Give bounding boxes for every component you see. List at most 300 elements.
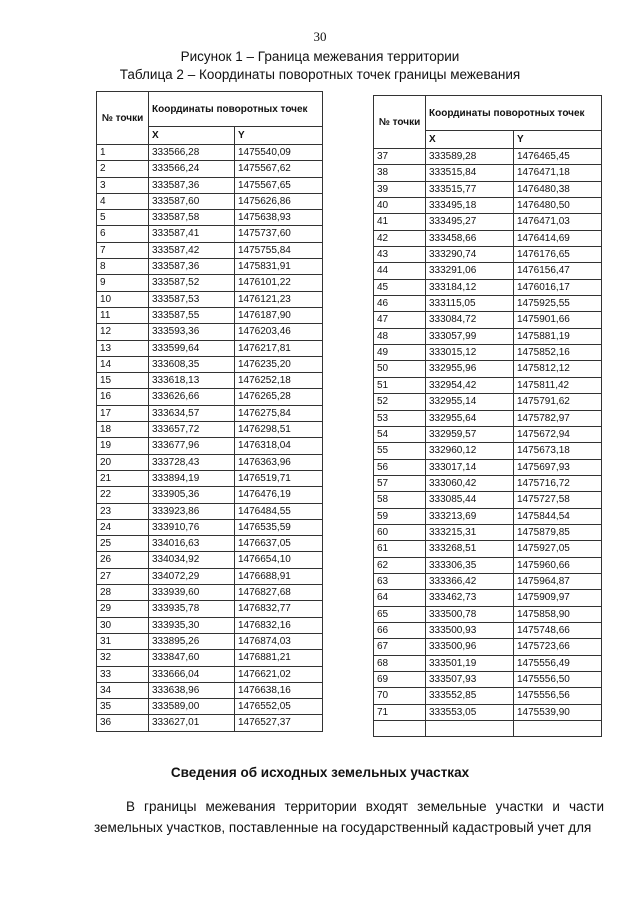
point-number-cell: 41 — [374, 214, 426, 230]
table-row — [97, 715, 323, 731]
y-coordinate-cell: 1475909,97 — [514, 590, 602, 606]
table-row — [97, 470, 323, 486]
table-row — [97, 145, 323, 161]
x-coordinate-cell: 334034,92 — [149, 552, 235, 568]
point-number-cell: 37 — [374, 149, 426, 165]
point-number-cell — [374, 721, 426, 737]
table-row — [97, 356, 323, 372]
point-number-cell: 17 — [97, 405, 149, 421]
point-number-cell: 55 — [374, 443, 426, 459]
x-coordinate-cell: 333566,24 — [149, 161, 235, 177]
table-row — [97, 650, 323, 666]
y-coordinate-cell: 1476414,69 — [514, 230, 602, 246]
y-coordinate-cell: 1475831,91 — [235, 259, 323, 275]
point-number-cell: 38 — [374, 165, 426, 181]
table-row — [374, 492, 602, 508]
y-coordinate-cell: 1475964,87 — [514, 573, 602, 589]
table-row — [97, 226, 323, 242]
table-row — [97, 568, 323, 584]
x-coordinate-cell: 333515,84 — [426, 165, 514, 181]
table-row — [97, 487, 323, 503]
point-number-cell: 61 — [374, 541, 426, 557]
y-coordinate-cell: 1475716,72 — [514, 475, 602, 491]
table-row — [374, 312, 602, 328]
x-coordinate-cell: 333599,64 — [149, 340, 235, 356]
table-row — [97, 210, 323, 226]
table-row — [97, 438, 323, 454]
point-number-cell: 59 — [374, 508, 426, 524]
table-row — [374, 165, 602, 181]
y-coordinate-cell: 1475858,90 — [514, 606, 602, 622]
table-row — [374, 557, 602, 573]
point-number-cell: 15 — [97, 373, 149, 389]
coordinates-table-right — [373, 95, 602, 737]
point-number-cell: 66 — [374, 622, 426, 638]
y-coordinate-cell: 1476471,18 — [514, 165, 602, 181]
y-coordinate-cell: 1475737,60 — [235, 226, 323, 242]
point-number-cell: 57 — [374, 475, 426, 491]
point-number-cell: 29 — [97, 601, 149, 617]
table-row — [97, 161, 323, 177]
point-number-cell: 22 — [97, 487, 149, 503]
x-coordinate-cell: 333589,28 — [426, 149, 514, 165]
table-row — [374, 296, 602, 312]
point-number-cell: 53 — [374, 410, 426, 426]
point-number-cell: 35 — [97, 699, 149, 715]
x-coordinate-cell: 333566,28 — [149, 145, 235, 161]
y-coordinate-cell: 1476465,45 — [514, 149, 602, 165]
table-row — [374, 704, 602, 720]
y-coordinate-cell: 1476016,17 — [514, 279, 602, 295]
x-coordinate-cell: 333085,44 — [426, 492, 514, 508]
table-row — [374, 361, 602, 377]
x-coordinate-cell: 333458,66 — [426, 230, 514, 246]
table-row — [97, 177, 323, 193]
x-coordinate-cell: 334072,29 — [149, 568, 235, 584]
table-row — [374, 394, 602, 410]
x-coordinate-cell: 333627,01 — [149, 715, 235, 731]
table-row — [97, 291, 323, 307]
point-number-cell: 42 — [374, 230, 426, 246]
table-row — [374, 426, 602, 442]
table-row — [374, 688, 602, 704]
x-coordinate-cell: 333939,60 — [149, 585, 235, 601]
table-row — [374, 149, 602, 165]
table-row — [374, 639, 602, 655]
x-coordinate-cell: 333626,66 — [149, 389, 235, 405]
point-number-cell: 71 — [374, 704, 426, 720]
y-coordinate-cell: 1475844,54 — [514, 508, 602, 524]
table-row — [97, 585, 323, 601]
x-coordinate-cell: 333587,58 — [149, 210, 235, 226]
table-row — [374, 263, 602, 279]
x-coordinate-cell: 333894,19 — [149, 470, 235, 486]
x-coordinate-cell: 333587,60 — [149, 193, 235, 209]
point-number-cell: 39 — [374, 181, 426, 197]
y-coordinate-cell: 1475673,18 — [514, 443, 602, 459]
point-number-cell: 64 — [374, 590, 426, 606]
y-coordinate-cell: 1475925,55 — [514, 296, 602, 312]
y-coordinate-cell: 1476637,05 — [235, 536, 323, 552]
y-coordinate-cell: 1476688,91 — [235, 568, 323, 584]
y-coordinate-cell: 1475556,49 — [514, 655, 602, 671]
point-number-cell: 51 — [374, 377, 426, 393]
x-coordinate-cell: 333115,05 — [426, 296, 514, 312]
x-coordinate-cell: 333923,86 — [149, 503, 235, 519]
y-coordinate-cell: 1476881,21 — [235, 650, 323, 666]
y-coordinate-cell: 1475927,05 — [514, 541, 602, 557]
table-row — [97, 552, 323, 568]
y-coordinate-cell: 1476832,16 — [235, 617, 323, 633]
point-number-cell: 27 — [97, 568, 149, 584]
figure-title: Рисунок 1 – Граница межевания территории — [180, 49, 460, 64]
point-number-cell: 24 — [97, 519, 149, 535]
y-coordinate-cell: 1475567,62 — [235, 161, 323, 177]
table-row — [97, 601, 323, 617]
x-coordinate-cell: 333587,42 — [149, 242, 235, 258]
x-coordinate-cell: 332959,57 — [426, 426, 514, 442]
y-coordinate-cell: 1476252,18 — [235, 373, 323, 389]
point-number-cell: 30 — [97, 617, 149, 633]
x-coordinate-cell: 333495,27 — [426, 214, 514, 230]
x-coordinate-cell: 334016,63 — [149, 536, 235, 552]
point-number-cell: 8 — [97, 259, 149, 275]
y-coordinate-cell: 1476552,05 — [235, 699, 323, 715]
point-number-cell: 5 — [97, 210, 149, 226]
x-coordinate-cell: 333552,85 — [426, 688, 514, 704]
y-coordinate-cell: 1475556,50 — [514, 672, 602, 688]
x-coordinate-cell: 333587,55 — [149, 307, 235, 323]
y-coordinate-cell: 1475748,66 — [514, 622, 602, 638]
y-coordinate-cell: 1475727,58 — [514, 492, 602, 508]
table-row — [374, 198, 602, 214]
x-coordinate-cell: 333366,42 — [426, 573, 514, 589]
x-coordinate-cell: 333515,77 — [426, 181, 514, 197]
table-row — [374, 328, 602, 344]
point-number-cell: 26 — [97, 552, 149, 568]
table-row — [374, 459, 602, 475]
point-number-cell: 70 — [374, 688, 426, 704]
point-number-cell: 43 — [374, 247, 426, 263]
x-coordinate-cell: 333500,93 — [426, 622, 514, 638]
table-row — [374, 181, 602, 197]
y-coordinate-cell — [514, 721, 602, 737]
table-row — [374, 508, 602, 524]
y-coordinate-cell: 1476480,38 — [514, 181, 602, 197]
table-row — [97, 454, 323, 470]
y-coordinate-cell: 1475811,42 — [514, 377, 602, 393]
table-title: Таблица 2 – Координаты поворотных точек границы межевания — [119, 67, 521, 82]
table-row — [374, 721, 602, 737]
table-row — [374, 655, 602, 671]
y-coordinate-cell: 1475626,86 — [235, 193, 323, 209]
y-coordinate-cell: 1476827,68 — [235, 585, 323, 601]
x-coordinate-cell: 332954,42 — [426, 377, 514, 393]
point-number-cell: 13 — [97, 340, 149, 356]
table-row — [97, 536, 323, 552]
x-coordinate-cell: 333935,78 — [149, 601, 235, 617]
table-row — [374, 377, 602, 393]
y-coordinate-cell: 1476265,28 — [235, 389, 323, 405]
point-number-cell: 9 — [97, 275, 149, 291]
y-coordinate-cell: 1475782,97 — [514, 410, 602, 426]
table-row — [97, 519, 323, 535]
table-row — [97, 503, 323, 519]
table-row — [374, 410, 602, 426]
y-coordinate-cell: 1476101,22 — [235, 275, 323, 291]
y-coordinate-cell: 1476217,81 — [235, 340, 323, 356]
table-row — [374, 345, 602, 361]
x-coordinate-cell: 333553,05 — [426, 704, 514, 720]
table-row — [97, 275, 323, 291]
table-row — [97, 373, 323, 389]
table-row — [97, 666, 323, 682]
point-number-cell: 54 — [374, 426, 426, 442]
point-number-cell: 21 — [97, 470, 149, 486]
table-row — [374, 475, 602, 491]
y-coordinate-cell: 1476527,37 — [235, 715, 323, 731]
x-coordinate-cell: 333291,06 — [426, 263, 514, 279]
section-heading: Сведения об исходных земельных участках — [170, 765, 470, 780]
x-coordinate-cell: 333500,96 — [426, 639, 514, 655]
point-number-cell: 36 — [97, 715, 149, 731]
x-coordinate-cell: 333084,72 — [426, 312, 514, 328]
table-row — [97, 324, 323, 340]
table-row — [97, 617, 323, 633]
table-row — [97, 422, 323, 438]
point-number-cell: 19 — [97, 438, 149, 454]
x-coordinate-cell: 333268,51 — [426, 541, 514, 557]
y-coordinate-cell: 1475723,66 — [514, 639, 602, 655]
x-coordinate-cell: 333587,41 — [149, 226, 235, 242]
y-coordinate-cell: 1476235,20 — [235, 356, 323, 372]
body-paragraph: В границы межевания территории входят земельные участки и части земельных участков, поставленные на государственный кадастровый учет для — [94, 799, 604, 835]
table-body-right — [374, 149, 602, 737]
point-number-cell: 14 — [97, 356, 149, 372]
point-number-cell: 34 — [97, 682, 149, 698]
x-coordinate-cell: 333728,43 — [149, 454, 235, 470]
x-coordinate-cell: 333184,12 — [426, 279, 514, 295]
point-number-cell: 69 — [374, 672, 426, 688]
point-number-cell: 56 — [374, 459, 426, 475]
coordinates-table-left — [96, 91, 323, 732]
point-number-cell: 45 — [374, 279, 426, 295]
y-coordinate-cell: 1476471,03 — [514, 214, 602, 230]
x-coordinate-cell: 333895,26 — [149, 633, 235, 649]
x-coordinate-cell: 333666,04 — [149, 666, 235, 682]
point-number-cell: 25 — [97, 536, 149, 552]
x-coordinate-cell: 332955,14 — [426, 394, 514, 410]
table-body-left — [97, 145, 323, 732]
x-coordinate-cell: 333587,52 — [149, 275, 235, 291]
y-coordinate-cell: 1476363,96 — [235, 454, 323, 470]
table-row — [374, 214, 602, 230]
point-number-cell: 28 — [97, 585, 149, 601]
y-coordinate-cell: 1476519,71 — [235, 470, 323, 486]
x-coordinate-cell: 333017,14 — [426, 459, 514, 475]
x-coordinate-cell: 333910,76 — [149, 519, 235, 535]
x-coordinate-cell: 333501,19 — [426, 655, 514, 671]
table-row — [97, 682, 323, 698]
y-coordinate-cell: 1476874,03 — [235, 633, 323, 649]
y-coordinate-cell: 1476176,65 — [514, 247, 602, 263]
y-coordinate-cell: 1475881,19 — [514, 328, 602, 344]
table-row — [97, 389, 323, 405]
y-coordinate-cell: 1476621,02 — [235, 666, 323, 682]
header-y: Y — [235, 127, 323, 145]
table-row — [97, 340, 323, 356]
x-coordinate-cell: 333634,57 — [149, 405, 235, 421]
y-coordinate-cell: 1476484,55 — [235, 503, 323, 519]
x-coordinate-cell: 333213,69 — [426, 508, 514, 524]
table-row — [374, 672, 602, 688]
y-coordinate-cell: 1476832,77 — [235, 601, 323, 617]
y-coordinate-cell: 1476318,04 — [235, 438, 323, 454]
x-coordinate-cell: 333589,00 — [149, 699, 235, 715]
x-coordinate-cell: 333495,18 — [426, 198, 514, 214]
page-number: 30 — [313, 29, 327, 44]
y-coordinate-cell: 1475791,62 — [514, 394, 602, 410]
point-number-cell: 33 — [97, 666, 149, 682]
table-row — [97, 193, 323, 209]
y-coordinate-cell: 1475567,65 — [235, 177, 323, 193]
x-coordinate-cell: 333657,72 — [149, 422, 235, 438]
x-coordinate-cell: 333060,42 — [426, 475, 514, 491]
x-coordinate-cell: 332960,12 — [426, 443, 514, 459]
x-coordinate-cell: 333057,99 — [426, 328, 514, 344]
y-coordinate-cell: 1476275,84 — [235, 405, 323, 421]
y-coordinate-cell: 1476203,46 — [235, 324, 323, 340]
y-coordinate-cell: 1476480,50 — [514, 198, 602, 214]
x-coordinate-cell: 332955,64 — [426, 410, 514, 426]
y-coordinate-cell: 1475540,09 — [235, 145, 323, 161]
point-number-cell: 2 — [97, 161, 149, 177]
header-x: X — [149, 127, 235, 145]
table-row — [374, 247, 602, 263]
y-coordinate-cell: 1476156,47 — [514, 263, 602, 279]
y-coordinate-cell: 1476187,90 — [235, 307, 323, 323]
point-number-cell: 65 — [374, 606, 426, 622]
point-number-cell: 67 — [374, 639, 426, 655]
point-number-cell: 58 — [374, 492, 426, 508]
point-number-cell: 52 — [374, 394, 426, 410]
header-coordinates: Координаты поворотных точек — [426, 96, 602, 131]
point-number-cell: 40 — [374, 198, 426, 214]
point-number-cell: 16 — [97, 389, 149, 405]
x-coordinate-cell: 333462,73 — [426, 590, 514, 606]
header-x: X — [426, 131, 514, 149]
table-row — [374, 541, 602, 557]
y-coordinate-cell: 1475960,66 — [514, 557, 602, 573]
point-number-cell: 20 — [97, 454, 149, 470]
x-coordinate-cell: 333905,36 — [149, 487, 235, 503]
y-coordinate-cell: 1475852,16 — [514, 345, 602, 361]
table-row — [97, 307, 323, 323]
x-coordinate-cell: 333587,36 — [149, 177, 235, 193]
point-number-cell: 10 — [97, 291, 149, 307]
y-coordinate-cell: 1476654,10 — [235, 552, 323, 568]
y-coordinate-cell: 1475672,94 — [514, 426, 602, 442]
header-point-number: № точки — [374, 96, 426, 149]
y-coordinate-cell: 1476638,16 — [235, 682, 323, 698]
point-number-cell: 6 — [97, 226, 149, 242]
point-number-cell: 62 — [374, 557, 426, 573]
y-coordinate-cell: 1475556,56 — [514, 688, 602, 704]
point-number-cell: 7 — [97, 242, 149, 258]
x-coordinate-cell: 332955,96 — [426, 361, 514, 377]
point-number-cell: 12 — [97, 324, 149, 340]
x-coordinate-cell: 333587,36 — [149, 259, 235, 275]
point-number-cell: 46 — [374, 296, 426, 312]
point-number-cell: 32 — [97, 650, 149, 666]
x-coordinate-cell — [426, 721, 514, 737]
x-coordinate-cell: 333608,35 — [149, 356, 235, 372]
table-row — [97, 633, 323, 649]
x-coordinate-cell: 333215,31 — [426, 524, 514, 540]
table-row — [374, 622, 602, 638]
point-number-cell: 50 — [374, 361, 426, 377]
point-number-cell: 31 — [97, 633, 149, 649]
table-row — [97, 699, 323, 715]
y-coordinate-cell: 1476476,19 — [235, 487, 323, 503]
y-coordinate-cell: 1476535,59 — [235, 519, 323, 535]
x-coordinate-cell: 333935,30 — [149, 617, 235, 633]
x-coordinate-cell: 333587,53 — [149, 291, 235, 307]
point-number-cell: 60 — [374, 524, 426, 540]
point-number-cell: 3 — [97, 177, 149, 193]
y-coordinate-cell: 1475901,66 — [514, 312, 602, 328]
x-coordinate-cell: 333015,12 — [426, 345, 514, 361]
point-number-cell: 63 — [374, 573, 426, 589]
x-coordinate-cell: 333593,36 — [149, 324, 235, 340]
point-number-cell: 48 — [374, 328, 426, 344]
point-number-cell: 18 — [97, 422, 149, 438]
y-coordinate-cell: 1475812,12 — [514, 361, 602, 377]
y-coordinate-cell: 1476298,51 — [235, 422, 323, 438]
header-point-number: № точки — [97, 92, 149, 145]
table-row — [374, 524, 602, 540]
y-coordinate-cell: 1475697,93 — [514, 459, 602, 475]
x-coordinate-cell: 333290,74 — [426, 247, 514, 263]
x-coordinate-cell: 333306,35 — [426, 557, 514, 573]
point-number-cell: 23 — [97, 503, 149, 519]
x-coordinate-cell: 333618,13 — [149, 373, 235, 389]
y-coordinate-cell: 1475755,84 — [235, 242, 323, 258]
table-row — [374, 279, 602, 295]
point-number-cell: 44 — [374, 263, 426, 279]
table-row — [374, 443, 602, 459]
x-coordinate-cell: 333507,93 — [426, 672, 514, 688]
y-coordinate-cell: 1476121,23 — [235, 291, 323, 307]
y-coordinate-cell: 1475879,85 — [514, 524, 602, 540]
point-number-cell: 1 — [97, 145, 149, 161]
table-row — [97, 242, 323, 258]
x-coordinate-cell: 333500,78 — [426, 606, 514, 622]
y-coordinate-cell: 1475539,90 — [514, 704, 602, 720]
y-coordinate-cell: 1475638,93 — [235, 210, 323, 226]
point-number-cell: 47 — [374, 312, 426, 328]
table-row — [374, 573, 602, 589]
table-row — [374, 590, 602, 606]
header-coordinates: Координаты поворотных точек — [149, 92, 323, 127]
table-row — [374, 230, 602, 246]
table-row — [97, 405, 323, 421]
point-number-cell: 68 — [374, 655, 426, 671]
x-coordinate-cell: 333677,96 — [149, 438, 235, 454]
table-row — [374, 606, 602, 622]
x-coordinate-cell: 333847,60 — [149, 650, 235, 666]
x-coordinate-cell: 333638,96 — [149, 682, 235, 698]
